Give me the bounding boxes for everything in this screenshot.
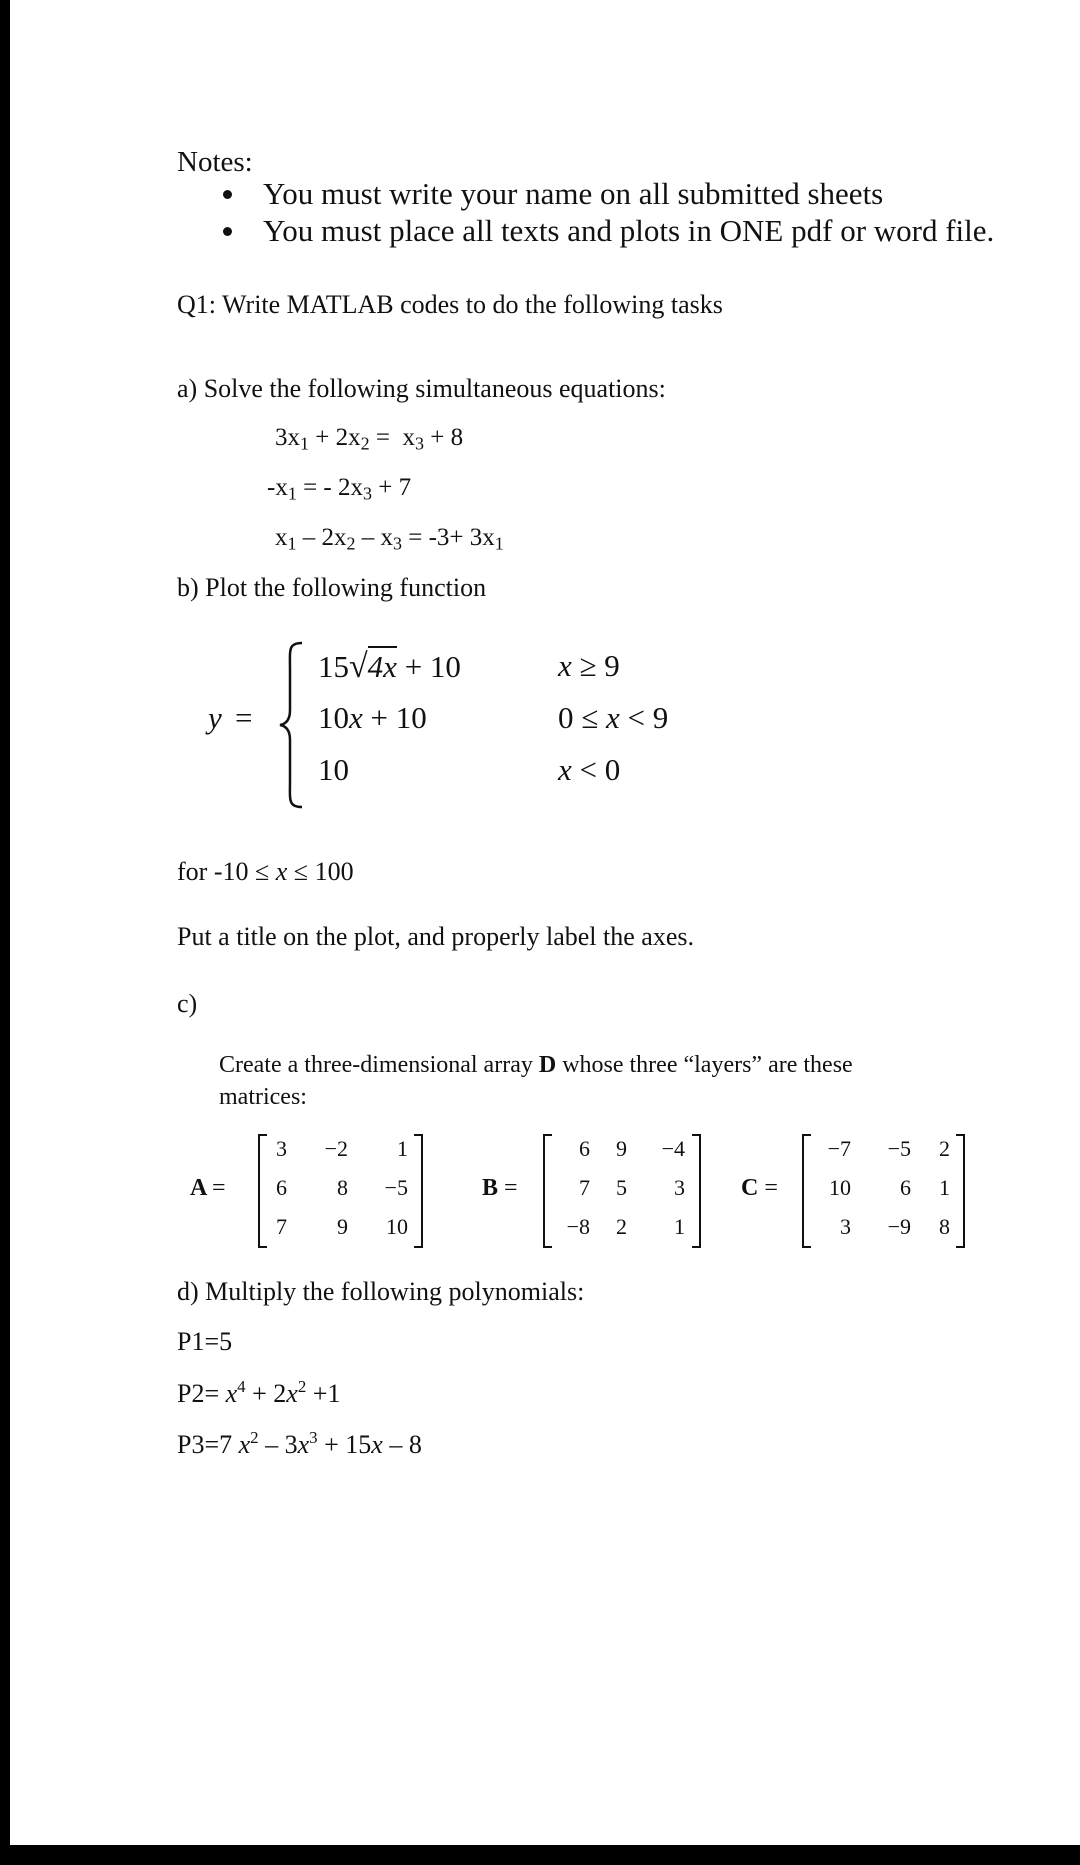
matrix-c-cell: −9 (887, 1214, 911, 1239)
part-c-title: c) (177, 989, 198, 1018)
matrix-b-right-bracket (692, 1134, 701, 1248)
note-item-2: You must place all texts and plots in ONE pdf or word file. (263, 213, 995, 248)
matrix-b-label: B = (482, 1175, 518, 1201)
piecewise-y: y (208, 700, 222, 735)
matrix-b-cell: 3 (674, 1175, 685, 1200)
matrix-a-cell: 3 (276, 1136, 287, 1161)
case-3-expr: 10 (318, 752, 349, 787)
matrix-c-cell: −5 (887, 1136, 911, 1161)
matrix-c-cell: 10 (829, 1175, 851, 1200)
matrix-c-cell: 3 (840, 1214, 851, 1239)
matrix-c-cell: 6 (900, 1175, 911, 1200)
polynomial-p1: P1=5 (177, 1327, 233, 1356)
case-1-cond: x ≥ 9 (558, 648, 620, 683)
case-3-cond: x < 0 (558, 752, 621, 787)
bullet-icon (223, 190, 232, 199)
matrix-b-cell: −4 (661, 1136, 685, 1161)
matrix-a-cell: 6 (276, 1175, 287, 1200)
piecewise-equals: = (235, 700, 253, 735)
polynomial-p2: $P2= x^4 + 2x^2 +1$ (177, 1377, 341, 1409)
matrix-c-cell: 2 (939, 1136, 950, 1161)
left-brace-icon (278, 640, 308, 810)
equation-2: $-x_1$ = - $2x_3 + 7$ (267, 474, 412, 504)
matrix-a-cell: −5 (384, 1175, 408, 1200)
matrix-b-cell: 7 (579, 1175, 590, 1200)
part-c-description-1: Create a three-dimensional array D whose three “layers” are these (219, 1052, 853, 1078)
matrix-b-cell: 6 (579, 1136, 590, 1161)
document-page (10, 0, 1080, 1845)
matrix-c-label: C = (741, 1175, 778, 1201)
notes-title: Notes: (177, 146, 253, 178)
plot-instruction: Put a title on the plot, and properly label the axes. (177, 922, 694, 951)
matrix-a-cell: 9 (337, 1214, 348, 1239)
case-1-expr: 15√4x + 10 (318, 648, 461, 685)
note-item-1: You must write your name on all submitted sheets (263, 176, 884, 211)
matrix-a-right-bracket (414, 1134, 423, 1248)
matrix-a-cell: 8 (337, 1175, 348, 1200)
matrix-c-right-bracket (956, 1134, 965, 1248)
matrix-b-cell: 1 (674, 1214, 685, 1239)
part-c-description-2: matrices: (219, 1084, 307, 1110)
matrix-a-cell: 7 (276, 1214, 287, 1239)
part-d-title: d) Multiply the following polynomials: (177, 1277, 585, 1306)
matrix-b-cell: −8 (566, 1214, 590, 1239)
case-2-expr: 10x + 10 (318, 700, 427, 735)
part-b-title: b) Plot the following function (177, 573, 487, 602)
matrix-a-cell: −2 (324, 1136, 348, 1161)
q1-title: Q1: Write MATLAB codes to do the following tasks (177, 290, 723, 319)
case-2-cond: 0 ≤ x < 9 (558, 700, 669, 735)
polynomial-p3: P3=7 $x^2 - 3x^3 + 15x - 8$ (177, 1428, 422, 1460)
range-text: for -10 ≤ x ≤ 100 (177, 857, 354, 886)
bullet-icon (223, 227, 232, 236)
matrix-a-cell: 10 (386, 1214, 408, 1239)
matrix-c-cell: 1 (939, 1175, 950, 1200)
equation-1: $3x_1 + 2x_2 = x_3 + 8$ (275, 424, 464, 454)
matrix-b-cell: 9 (616, 1136, 627, 1161)
matrix-b-cell: 5 (616, 1175, 627, 1200)
matrix-c-cell: −7 (827, 1136, 851, 1161)
matrix-a-label: A = (190, 1175, 226, 1201)
matrix-a-cell: 1 (397, 1136, 408, 1161)
part-a-title: a) Solve the following simultaneous equations: (177, 374, 666, 403)
equation-3: $x_1 - 2x_2 - x_3 = -3+ 3x_1$ (275, 524, 504, 554)
matrix-c-cell: 8 (939, 1214, 950, 1239)
matrix-b-cell: 2 (616, 1214, 627, 1239)
